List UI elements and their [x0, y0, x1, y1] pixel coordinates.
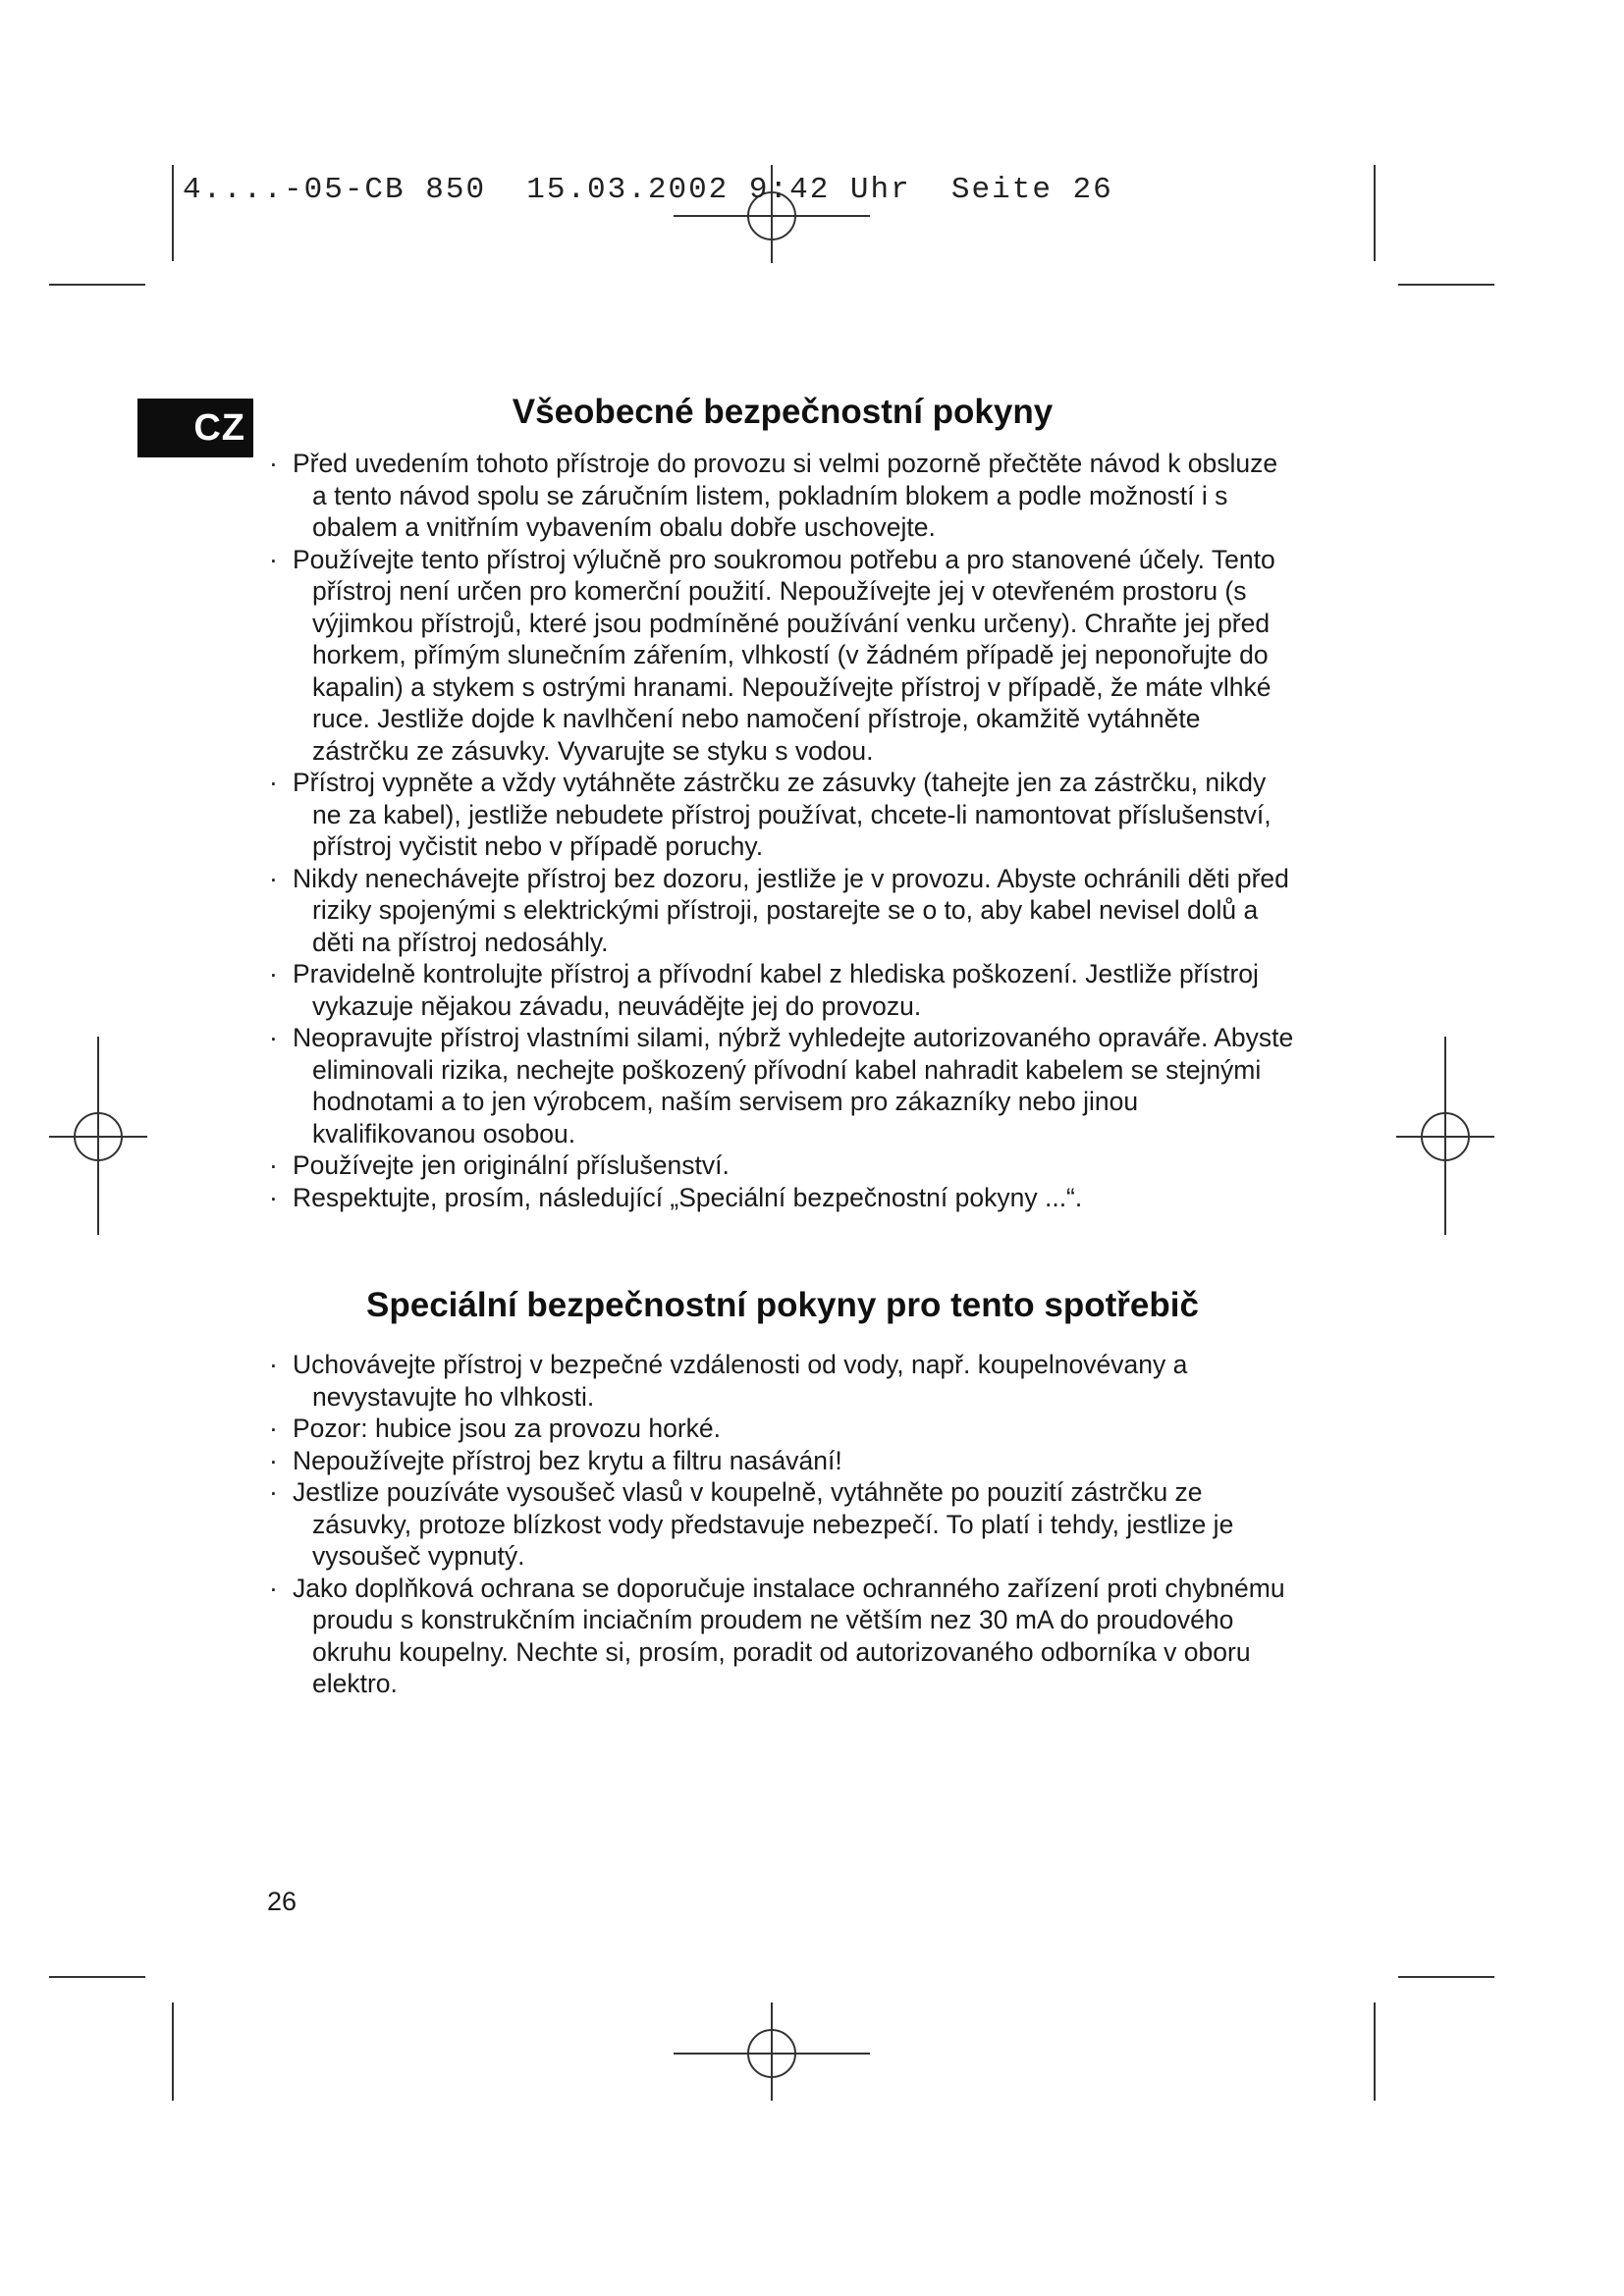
list-item-text: Před uvedením tohoto přístroje do provozu si velmi pozorně přečtěte návod k obsluze a tento návod spolu se záručním listem, pokladním blokem a podle možností i s obalem a vnitřním vybavením obalu dobře uschovejte.	[293, 449, 1278, 542]
list-item-text: Používejte tento přístroj výlučně pro soukromou potřebu a pro stanovené účely. Tento přístroj není určen pro komerční použití. Nepoužívejte jej v otevřeném prostoru (s výjimkou přístrojů, které jsou podmíněné používání venku určeny). Chraňte jej před horkem, přímým slunečním zářením, vlhkostí (v žádném případě jej neponořujte do kapalin) a stykem s ostrými hranami. Nepoužívejte přístroj v případě, že máte vlhké ruce. Jestliže dojde k navlhčení nebo namočení přístroje, okamžitě vytáhněte zástrčku ze zásuvky. Vyvarujte se styku s vodou.	[293, 544, 1275, 766]
registration-mark-right	[1396, 1037, 1494, 1235]
list-item	[267, 448, 1298, 544]
general-safety-list	[267, 448, 1298, 1213]
list-item-text: Respektujte, prosím, následující „Speciální bezpečnostní pokyny ...“.	[293, 1182, 1083, 1212]
bullet-icon: ·	[269, 1182, 278, 1212]
list-item	[267, 1149, 1298, 1182]
registration-mark-left	[49, 1037, 147, 1235]
page-number: 26	[267, 1887, 298, 1916]
registration-mark-bottom	[674, 2002, 870, 2101]
bullet-icon: ·	[269, 1023, 278, 1052]
bullet-icon: ·	[269, 1477, 278, 1507]
bullet-icon: ·	[269, 1414, 278, 1443]
bullet-icon: ·	[269, 863, 278, 893]
list-item	[267, 1349, 1298, 1413]
list-item-text: Nepoužívejte přístroj bez krytu a filtru nasávání!	[293, 1445, 842, 1475]
list-item-text: Jestlize pouzíváte vysoušeč vlasů v koupelně, vytáhněte po pouzití zástrčku ze zásuvky, protoze blízkost vody představuje nebezpečí. To platí i tehdy, jestlize je vysoušeč vypnutý.	[293, 1477, 1234, 1571]
printer-slug-line: 4....-05-CB 850 15.03.2002 9:42 Uhr Seite 26	[183, 173, 1113, 207]
list-item-text: Používejte jen originální příslušenství.	[293, 1150, 730, 1180]
bullet-icon: ·	[269, 1445, 278, 1475]
bullet-icon: ·	[269, 1350, 278, 1379]
language-tab: CZ	[137, 399, 253, 457]
list-item	[267, 1445, 1298, 1477]
list-item	[267, 1413, 1298, 1445]
list-item	[267, 1182, 1298, 1214]
general-safety-section	[267, 393, 1298, 1213]
list-item	[267, 544, 1298, 768]
bullet-icon: ·	[269, 1573, 278, 1603]
special-safety-title: Speciální bezpečnostní pokyny pro tento spotřebič	[366, 1286, 1199, 1324]
list-item	[267, 1573, 1298, 1700]
list-item	[267, 1476, 1298, 1573]
list-item	[267, 958, 1298, 1022]
special-safety-section	[267, 1286, 1298, 1700]
bullet-icon: ·	[269, 544, 278, 574]
list-item-text: Přístroj vypněte a vždy vytáhněte zástrčku ze zásuvky (tahejte jen za zástrčku, nikdy ne za kabel), jestliže nebudete přístroj používat, chcete-li namontovat příslušenství, přístroj vyčistit nebo v případě poruchy.	[293, 768, 1272, 861]
bullet-icon: ·	[269, 1150, 278, 1180]
list-item-text: Pravidelně kontrolujte přístroj a přívodní kabel z hlediska poškození. Jestliže přístroj vykazuje nějakou závadu, neuvádějte jej do provozu.	[293, 959, 1259, 1021]
list-item	[267, 863, 1298, 959]
special-safety-list	[267, 1349, 1298, 1700]
bullet-icon: ·	[269, 959, 278, 988]
list-item	[267, 1022, 1298, 1149]
list-item-text: Pozor: hubice jsou za provozu horké.	[293, 1414, 722, 1443]
list-item	[267, 767, 1298, 863]
bullet-icon: ·	[269, 768, 278, 797]
list-item-text: Jako doplňková ochrana se doporučuje instalace ochranného zařízení proti chybnému proudu s konstrukčním inciačním proudem ne větším nez 30 mA do proudového okruhu koupelny. Nechte si, prosím, poradit od autorizovaného odborníka v oboru elektro.	[293, 1573, 1285, 1698]
general-safety-title: Všeobecné bezpečnostní pokyny	[512, 393, 1054, 431]
list-item-text: Nikdy nenechávejte přístroj bez dozoru, jestliže je v provozu. Abyste ochránili děti před riziky spojenými s elektrickými přístroji, postarejte se o to, aby kabel nevisel dolů a děti na přístroj nedosáhly.	[293, 863, 1289, 957]
list-item-text: Uchovávejte přístroj v bezpečné vzdálenosti od vody, např. koupelnovévany a nevystavujte ho vlhkosti.	[293, 1350, 1188, 1412]
bullet-icon: ·	[269, 449, 278, 478]
list-item-text: Neopravujte přístroj vlastními silami, nýbrž vyhledejte autorizovaného opraváře. Abyste eliminovali rizika, nechejte poškozený přívodní kabel nahradit kabelem se stejnými hodnotami a to jen výrobcem, naším servisem pro zákazníky nebo jinou kvalifikovanou osobou.	[293, 1023, 1294, 1148]
